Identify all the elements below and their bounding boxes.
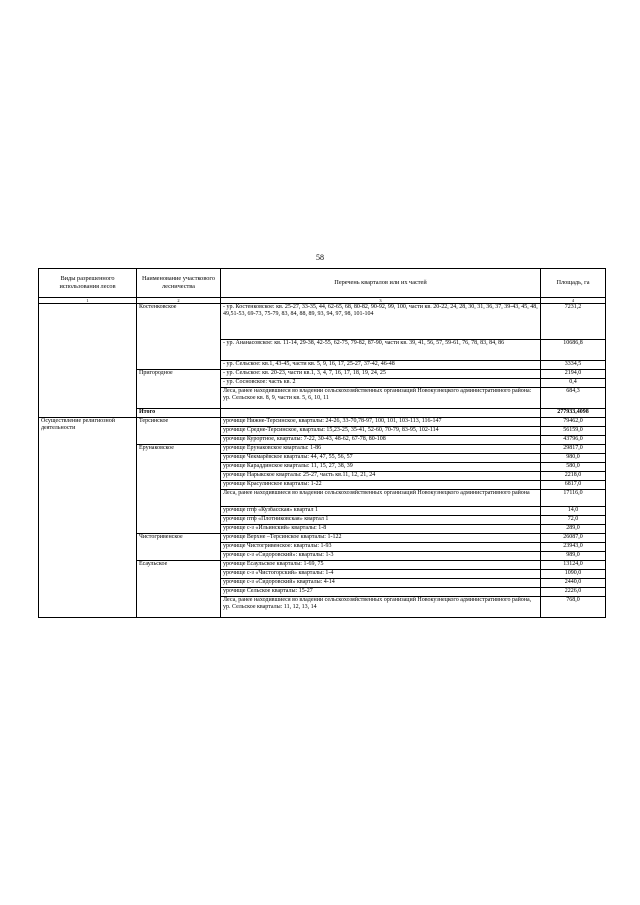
quarters-cell: урочище Нарыкское кварталы: 25-27, часть кв.11, 12, 21, 24 (221, 472, 541, 481)
area-cell: 26087,0 (541, 534, 606, 543)
area-cell: 72,0 (541, 516, 606, 525)
forestry-name-cell: Есаульское (137, 561, 221, 618)
quarters-cell: урочище птф «Кузбасская» квартал 1 (221, 507, 541, 516)
quarters-cell: урочище с-з «Сидоровский»: кварталы: 1-3 (221, 552, 541, 561)
quarters-cell (221, 409, 541, 418)
quarters-cell: - ур. Костенковское: кв. 25-27, 33-35, 44, 62-65, 68, 80-82, 90-92, 99, 100, части кв. 20-22, 24, 28, 30, 31, 36, 37, 39-43, 45, 48, 49,51-53, 69-73, 75-79, 83, 84, 88, 89, 93, 94, 97, 98, 101-104 (221, 304, 541, 340)
area-cell: 768,0 (541, 597, 606, 618)
area-cell: 2226,0 (541, 588, 606, 597)
quarters-cell: Леса, ранее находившиеся во владении сельскохозяйственных организаций Новокузнецкого административного района (221, 490, 541, 507)
total-area-cell: 277933,4098 (541, 409, 606, 418)
area-cell: 23943,0 (541, 543, 606, 552)
area-cell: 56159,0 (541, 427, 606, 436)
quarters-cell: урочище Сельское кварталы: 15-27 (221, 588, 541, 597)
table-row (39, 304, 606, 340)
quarters-cell: урочище Средне-Терсинское, кварталы: 15,23-25, 35-41, 52-60, 70-79, 83-95, 102-114 (221, 427, 541, 436)
area-cell: 980,0 (541, 454, 606, 463)
column-number: 4 (541, 298, 606, 304)
area-cell: 17116,0 (541, 490, 606, 507)
area-cell: 2218,0 (541, 472, 606, 481)
quarters-cell: урочище Верхне –Терсинское кварталы: 1-122 (221, 534, 541, 543)
quarters-cell: урочище Караддинское кварталы: 11, 15, 27, 38, 39 (221, 463, 541, 472)
area-cell: 13124,0 (541, 561, 606, 570)
area-cell: 14,0 (541, 507, 606, 516)
quarters-cell: Леса, ранее находившиеся во владении сельскохозяйственных организаций Новокузнецкого административного района, ур. Сельское кварталы: 11, 12, 13, 14 (221, 597, 541, 618)
quarters-cell: урочище Есаульское кварталы: 1-69, 75 (221, 561, 541, 570)
quarters-cell: - ур. Ананасовское: кв. 11-14, 29-38, 42-55, 62-75, 79-82, 87-90, части кв. 39, 41, 56, 57, 59-61, 76, 78, 83, 84, 86 (221, 340, 541, 361)
table-body (39, 304, 606, 618)
header-quarters-list: Перечень кварталов или их частей (221, 269, 541, 298)
quarters-cell: урочище Нижне-Терсинское, кварталы: 24-26, 33-70,78-97, 100, 101, 103-113, 116-147 (221, 418, 541, 427)
quarters-cell: - ур. Сосновское: часть кв. 2 (221, 379, 541, 388)
forestry-name-cell: Костенковское (137, 304, 221, 370)
column-number: 3 (221, 298, 541, 304)
area-cell: 10686,8 (541, 340, 606, 361)
page-number: 58 (316, 253, 324, 262)
area-cell: 43796,0 (541, 436, 606, 445)
table-row (39, 418, 606, 427)
area-cell: 79462,0 (541, 418, 606, 427)
quarters-cell: - ур. Сельское: кв. 20-23, части кв.1, 3, 4, 7, 16, 17, 18, 19, 24, 25 (221, 370, 541, 379)
forestry-name-cell: Чистогривенское (137, 534, 221, 561)
forestry-name-cell: Терсинское (137, 418, 221, 445)
area-cell: 580,0 (541, 463, 606, 472)
quarters-cell: урочище Курортное, кварталы: 7-22, 30-43, 48-62, 67-78, 80-108 (221, 436, 541, 445)
forest-use-table (38, 268, 606, 618)
use-type-cell (39, 304, 137, 418)
area-cell: 0,4 (541, 379, 606, 388)
column-number: 2 (137, 298, 221, 304)
area-cell: 684,3 (541, 388, 606, 409)
total-label-cell: Итого (137, 409, 221, 418)
quarters-cell: урочище птф «Плотниковская» квартал 1 (221, 516, 541, 525)
quarters-cell: урочище Красулинское кварталы: 1-22 (221, 481, 541, 490)
header-area: Площадь, га (541, 269, 606, 298)
quarters-cell: урочище Чистогривенское: кварталы: 1-93 (221, 543, 541, 552)
quarters-cell: урочище Ерунаковское кварталы: 1-86 (221, 445, 541, 454)
area-cell: 7231,2 (541, 304, 606, 340)
area-cell: 1090,0 (541, 570, 606, 579)
area-cell: 2440,0 (541, 579, 606, 588)
use-type-cell: Осуществление религиозной деятельности (39, 418, 137, 618)
quarters-cell: урочище с-з «Чистогорский» кварталы: 1-4 (221, 570, 541, 579)
quarters-cell: Леса, ранее находившиеся во владении сельскохозяйственных организаций Новокузнецкого административного района: ур. Сельское кв. 8, 9, части кв. 5, 6, 10, 11 (221, 388, 541, 409)
header-forestry-name: Наименование участкового лесничества (137, 269, 221, 298)
quarters-cell: урочище с-з «Ильинский» кварталы: 1-8 (221, 525, 541, 534)
area-cell: 2194,0 (541, 370, 606, 379)
forestry-name-cell: Пригородное (137, 370, 221, 409)
quarters-cell: - ур. Сельское: кв.1, 43-45, части кв. 5, 9, 16, 17, 25-27, 37-42, 46-48 (221, 361, 541, 370)
area-cell: 3334,5 (541, 361, 606, 370)
quarters-cell: урочище Чекмарёвское кварталы: 44, 47, 55, 56, 57 (221, 454, 541, 463)
forestry-name-cell: Ерунаковское (137, 445, 221, 534)
area-cell: 289,0 (541, 525, 606, 534)
header-use-type: Виды разрешенного использования лесов (39, 269, 137, 298)
column-number: 1 (39, 298, 137, 304)
quarters-cell: урочище с-з «Сидоровский» кварталы: 4-14 (221, 579, 541, 588)
table-header-row (39, 269, 606, 298)
area-cell: 989,0 (541, 552, 606, 561)
area-cell: 6817,0 (541, 481, 606, 490)
area-cell: 29817,0 (541, 445, 606, 454)
